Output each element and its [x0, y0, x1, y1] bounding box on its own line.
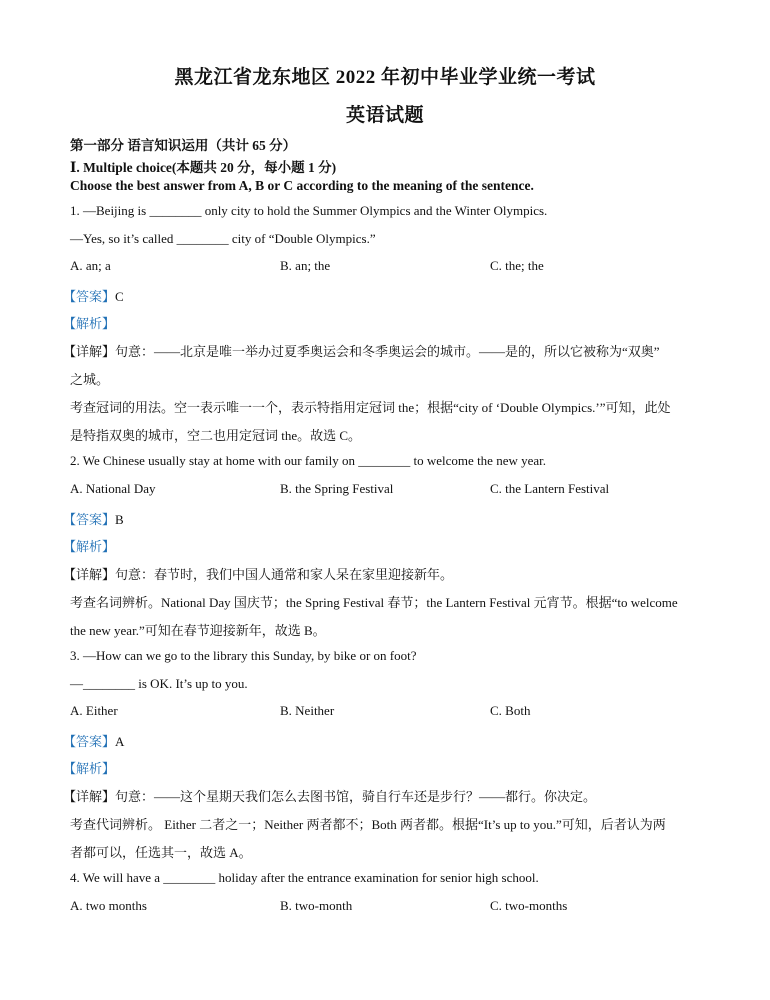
section-instruction: Choose the best answer from A, B or C according to the meaning of the sentence.	[70, 178, 534, 193]
question-1-detail-4: 是特指双奥的城市，空二也用定冠词 the。故选 C。	[70, 428, 362, 443]
question-1-option-a: A. an; a	[70, 258, 111, 273]
question-3-line-1: 3. —How can we go to the library this Sunday, by bike or on foot?	[70, 648, 417, 663]
exam-subtitle: 英语试题	[345, 105, 424, 126]
question-3-option-c: C. Both	[490, 703, 531, 718]
answer-value: B	[115, 512, 124, 527]
question-3-detail-3: 者都可以，任选其一，故选 A。	[70, 845, 252, 860]
question-2-detail-2: 考查名词辨析。National Day 国庆节；the Spring Festival 春节；the Lantern Festival 元宵节。根据“to welcome	[70, 595, 678, 610]
question-2-option-b: B. the Spring Festival	[280, 481, 394, 496]
question-4-option-b: B. two-month	[280, 898, 353, 913]
question-1-answer	[63, 286, 124, 305]
question-2-answer	[63, 509, 124, 528]
question-1-option-b: B. an; the	[280, 258, 331, 273]
question-2-analysis-label: 【解析】	[63, 539, 116, 554]
question-1-line-1: 1. —Beijing is ________ only city to hold the Summer Olympics and the Winter Olympics.	[70, 203, 548, 218]
question-3-analysis-label: 【解析】	[63, 761, 116, 776]
question-2-option-c: C. the Lantern Festival	[490, 481, 610, 496]
question-4-option-a: A. two months	[70, 898, 147, 913]
question-1-detail-2: 之城。	[70, 372, 110, 387]
answer-label: 【答案】	[63, 512, 116, 527]
question-4-line-1: 4. We will have a ________ holiday after the entrance examination for senior high school.	[70, 870, 539, 885]
answer-label: 【答案】	[63, 734, 116, 749]
exam-title: 黑龙江省龙东地区 2022 年初中毕业学业统一考试	[174, 67, 596, 88]
question-2-detail-1: 【详解】句意：春节时，我们中国人通常和家人呆在家里迎接新年。	[63, 567, 454, 582]
question-3-detail-1: 【详解】句意：——这个星期天我们怎么去图书馆，骑自行车还是步行？——都行。你决定。	[63, 789, 597, 804]
question-1-analysis-label: 【解析】	[63, 316, 116, 331]
answer-value: C	[115, 289, 124, 304]
part-heading: 第一部分 语言知识运用（共计 65 分）	[70, 138, 297, 153]
question-1-detail-3: 考查冠词的用法。空一表示唯一一个，表示特指用定冠词 the；根据“city of ‘Double Olympics.’”可知，此处	[70, 400, 671, 415]
question-3-option-a: A. Either	[70, 703, 118, 718]
answer-value: A	[115, 734, 125, 749]
question-4-option-c: C. two-months	[490, 898, 568, 913]
section-heading: Ⅰ. Multiple choice(本题共 20 分，每小题 1 分)	[70, 160, 337, 175]
question-3-option-b: B. Neither	[280, 703, 335, 718]
question-3-line-2: —________ is OK. It’s up to you.	[70, 676, 248, 691]
question-1-detail-1: 【详解】句意：——北京是唯一举办过夏季奥运会和冬季奥运会的城市。——是的，所以它被称为“双奥”	[63, 344, 660, 359]
question-2-option-a: A. National Day	[70, 481, 156, 496]
question-2-detail-3: the new year.”可知在春节迎接新年，故选 B。	[70, 623, 326, 638]
question-2-line-1: 2. We Chinese usually stay at home with our family on ________ to welcome the new year.	[70, 453, 547, 468]
question-1-line-2: —Yes, so it’s called ________ city of “Double Olympics.”	[70, 231, 376, 246]
question-1-option-c: C. the; the	[490, 258, 544, 273]
question-3-answer	[63, 731, 124, 750]
question-3-detail-2: 考查代词辨析。 Either 二者之一；Neither 两者都不；Both 两者都。根据“It’s up to you.”可知，后者认为两	[70, 817, 666, 832]
answer-label: 【答案】	[63, 289, 116, 304]
